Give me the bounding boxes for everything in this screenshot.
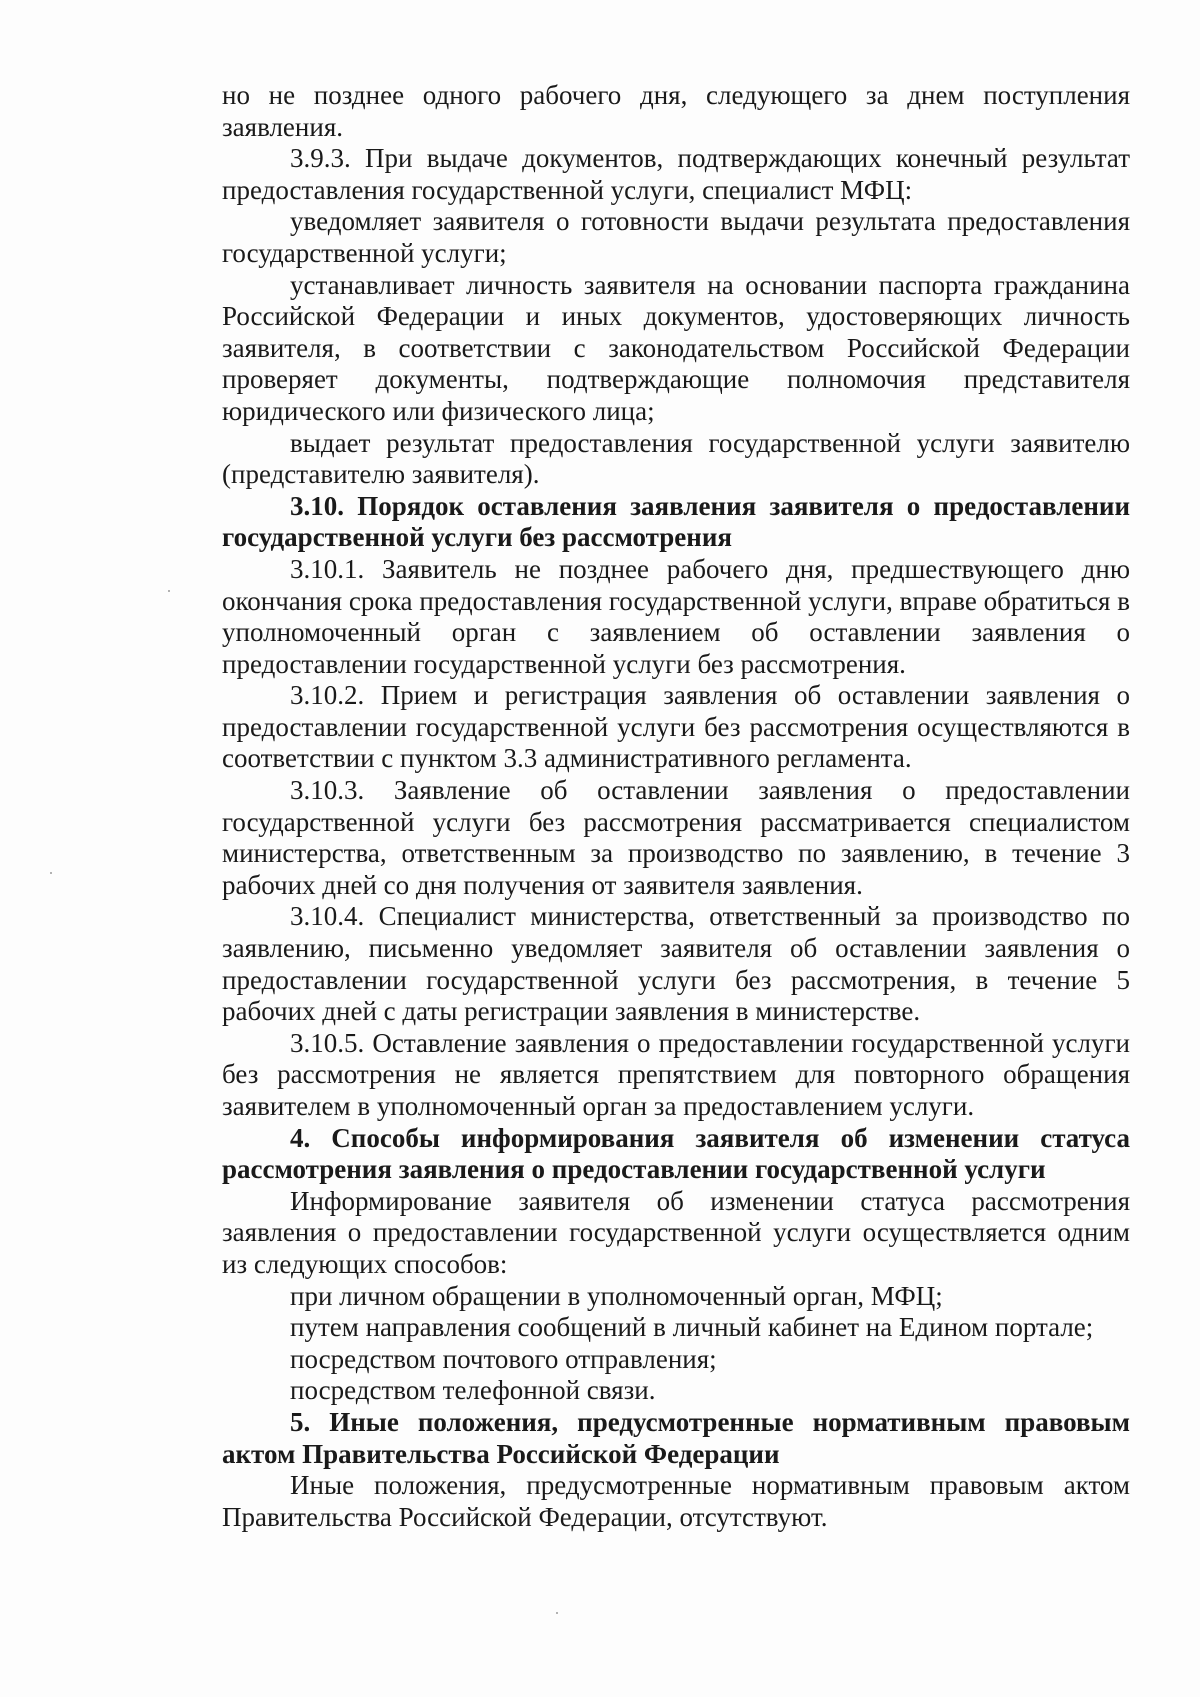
paragraph: Иные положения, предусмотренные нормативным правовым актом Правительства Российской Федерации, отсутствуют. [222,1470,1130,1532]
paragraph: посредством почтового отправления; [290,1343,717,1374]
paragraph: путем направления сообщений в личный кабинет на Едином портале; [290,1312,1094,1343]
paragraph: уведомляет заявителя о готовности выдачи результата предоставления государственной услуги; [222,206,1130,268]
paragraph: но не позднее одного рабочего дня, следующего за днем поступления заявления. [222,80,1130,142]
scan-speck [168,590,170,592]
paragraph: 3.10.3. Заявление об оставлении заявления о предоставлении государственной услуги без рассмотрения рассматривается специалистом министерства, ответственным за производство по заявлению, в течение 3 рабочих дней со дня получения от заявителя заявления. [222,775,1130,900]
paragraph: 3.10.5. Оставление заявления о предоставлении государственной услуги без рассмотрения не является препятствием для повторного обращения заявителем в уполномоченный орган за предоставлением услуги. [222,1027,1130,1121]
document-body [222,80,1130,1533]
paragraph: устанавливает личность заявителя на основании паспорта гражданина Российской Федерации и иных документов, удостоверяющих личность заявителя, в соответствии с законодательством Российской Федерации проверяет документы, подтверждающие полномочия представителя юридического или физического лица; [222,269,1130,426]
paragraph: при личном обращении в уполномоченный орган, МФЦ; [290,1280,943,1311]
paragraph: 3.10.1. Заявитель не позднее рабочего дня, предшествующего дню окончания срока предоставления государственной услуги, вправе обратиться в уполномоченный орган с заявлением об оставлении заявления о предоставлении государственной услуги без рассмотрения. [222,553,1130,679]
paragraph: выдает результат предоставления государственной услуги заявителю (представителю заявителя). [222,427,1130,490]
paragraph: 3.9.3. При выдаче документов, подтверждающих конечный результат предоставления государственной услуги, специалист МФЦ: [222,143,1130,205]
paragraph: 3.10.2. Прием и регистрация заявления об оставлении заявления о предоставлении государственной услуги без рассмотрения осуществляются в соответствии с пунктом 3.3 административного регламента. [222,680,1130,774]
paragraph: 3.10.4. Специалист министерства, ответственный за производство по заявлению, письменно уведомляет заявителя об оставлении заявления о предоставлении государственной услуги без рассмотрения, в течение 5 рабочих дней с даты регистрации заявления в министерстве. [222,901,1130,1027]
section-heading: 4. Способы информирования заявителя об изменении статуса рассмотрения заявления о предоставлении государственной услуги [222,1122,1130,1185]
scan-speck [556,1612,558,1614]
section-heading: 3.10. Порядок оставления заявления заявителя о предоставлении государственной услуги без рассмотрения [222,490,1130,553]
scan-speck [50,872,52,874]
section-heading: 5. Иные положения, предусмотренные нормативным правовым актом Правительства Российской Федерации [222,1406,1130,1469]
paragraph: посредством телефонной связи. [290,1375,656,1406]
paragraph: Информирование заявителя об изменении статуса рассмотрения заявления о предоставлении государственной услуги осуществляется одним из следующих способов: [222,1185,1130,1279]
